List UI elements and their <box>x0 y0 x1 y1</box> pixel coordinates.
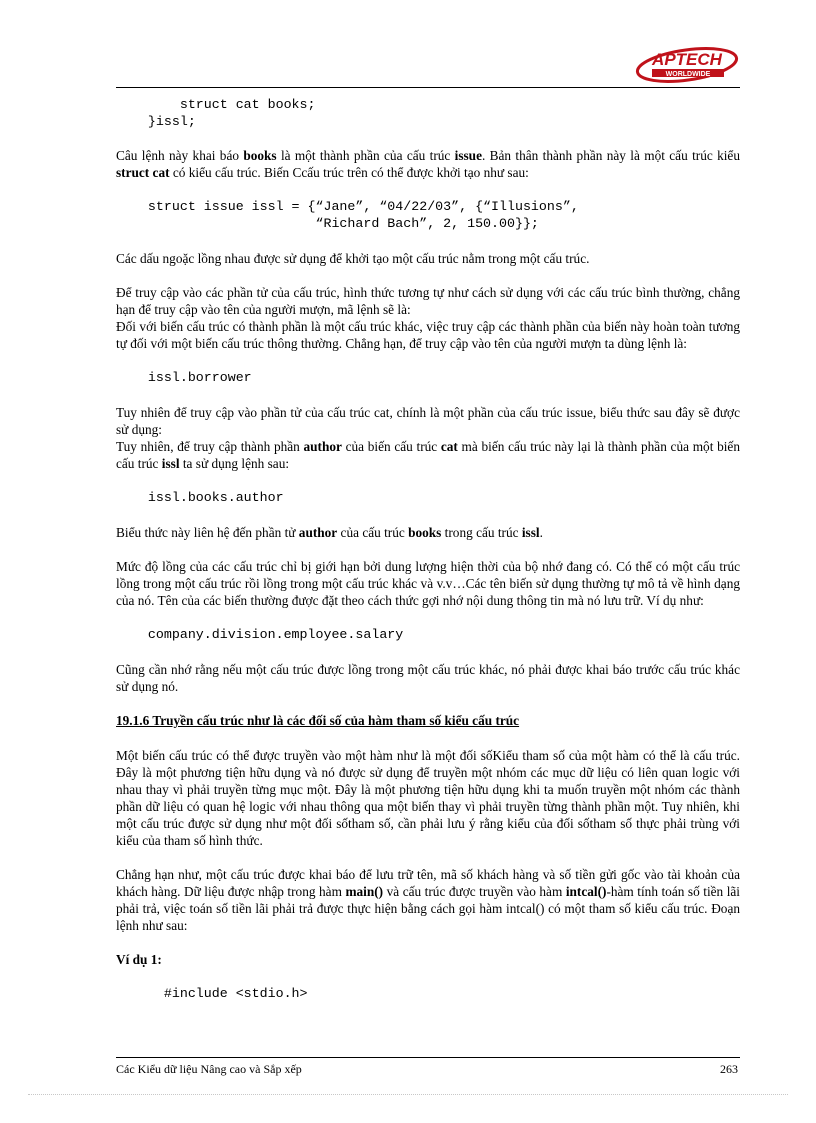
text-run: trong cấu trúc <box>441 525 522 540</box>
code-line: struct issue issl = {“Jane”, “04/22/03”, {“Illusions”, <box>116 199 579 214</box>
text-run: Tuy nhiên, để truy cập thành phần <box>116 439 304 454</box>
page-number: 263 <box>720 1062 738 1076</box>
text-run: Tuy nhiên để truy cập vào phần tử của cấu trúc cat, chính là một phần của cấu trúc issue, biểu thức sau đây sẽ được sử dụng: <box>116 405 740 437</box>
text-run: ta sử dụng lệnh sau: <box>179 456 290 471</box>
text-run: . <box>539 525 543 540</box>
text-run: . Bản thân thành phần này là một cấu trúc kiểu <box>481 148 740 163</box>
text-run: của cấu trúc <box>337 525 409 540</box>
code-block-issl-init <box>116 198 740 232</box>
header-rule <box>116 87 740 88</box>
page-content <box>116 96 740 1002</box>
text-run: là một thành phần của cấu trúc <box>276 148 455 163</box>
logo-text: APTECH <box>652 50 722 69</box>
text-run: Câu lệnh này khai báo <box>116 148 244 163</box>
paragraph-books-declaration <box>116 147 740 181</box>
code-include-stdio: #include <stdio.h> <box>116 986 308 1001</box>
footer-rule <box>116 1057 740 1058</box>
code-issl-books-author: issl.books.author <box>116 490 284 505</box>
text-run: -hàm tính toán số tiền lãi phải trả, việc toán số tiền lãi phải trả được thực hiện bằng cách gọi hàm intcal() có một tham số kiểu cấu trúc. Đoạn lệnh như sau: <box>116 884 740 933</box>
paragraph-declare-before: Cũng cần nhớ rằng nếu một cấu trúc được lồng trong một cấu trúc khác, nó phải được khai báo trước cấu trúc khác sử dụng nó. <box>116 662 740 694</box>
text-run: mà biến cấu trúc này lại là thành phần của một biến cấu trúc <box>116 439 740 471</box>
example-label: Ví dụ 1: <box>116 952 162 967</box>
code-block-struct-end <box>116 96 740 130</box>
bold-term: main() <box>345 884 384 899</box>
text-run: Chẳng hạn như, một cấu trúc được khai báo để lưu trữ tên, mã số khách hàng và số tiền gửi gốc vào tài khoản của khách hàng. Dữ liệu được nhập trong hàm <box>116 867 740 899</box>
code-issl-borrower: issl.borrower <box>116 370 252 385</box>
bold-term: issl <box>521 525 540 540</box>
paragraph-nested-braces: Các dấu ngoặc lồng nhau được sử dụng để khởi tạo một cấu trúc nằm trong một cấu trúc. <box>116 251 590 266</box>
text-run: của biến cấu trúc <box>341 439 441 454</box>
aptech-logo <box>634 46 740 84</box>
bold-term: books <box>408 525 442 540</box>
section-heading: 19.1.6 Truyền cấu trúc như là các đối số của hàm tham số kiểu cấu trúc <box>116 713 520 728</box>
page-bottom-dotted-line <box>28 1094 788 1095</box>
paragraph-access-cat <box>116 404 740 472</box>
code-line: “Richard Bach”, 2, 150.00}}; <box>116 216 539 231</box>
code-company-salary: company.division.employee.salary <box>116 627 404 642</box>
code-line: struct cat books; <box>116 97 316 112</box>
bold-term: issl <box>161 456 180 471</box>
paragraph-expression-refers <box>116 524 740 541</box>
paragraph-nesting-depth: Mức độ lồng của các cấu trúc chỉ bị giới hạn bởi dung lượng hiện thời của bộ nhớ đang có. Có thể có một cấu trúc lồng trong một cấu trúc rồi lồng trong một cấu trúc khác và v.v…Các tên biến sử dụng thường tự mô tả về hình dạng của nó. Tên của các biến thường được đặt theo cách thức gợi nhớ nội dung thông tin mà nó lưu trữ. Ví dụ như: <box>116 559 740 608</box>
bold-term: issue <box>454 148 482 163</box>
paragraph-pass-struct: Một biến cấu trúc có thể được truyền vào một hàm như là một đối sốKiểu tham số của một hàm có thể là cấu trúc. Đây là một phương tiện hữu dụng và nó được sử dụng để truyền một nhóm các mục dữ liệu có liên quan logic với nhau thay vì phải truyền từng mục một. Đây là một phương tiện hữu dụng khi ta muốn truyền một nhóm các thành phần dữ liệu có quan hệ logic với nhau thông qua một biến thay vì phải truyền từng thành phần một. Tuy nhiên, khi một cấu trúc được sử dụng như một đối sốtham số, cần phải lưu ý rằng kiểu của đối sốtham số thực phải trùng với kiểu của tham số hình thức. <box>116 748 740 848</box>
bold-term: books <box>243 148 277 163</box>
text-run: và cấu trúc được truyền vào hàm <box>383 884 566 899</box>
logo-subtext: WORLDWIDE <box>665 71 711 78</box>
bold-term: author <box>298 525 338 540</box>
bold-term: cat <box>440 439 458 454</box>
bold-term: author <box>303 439 342 454</box>
bold-term: intcal() <box>565 884 607 899</box>
text-run: có kiểu cấu trúc. Biến Ccấu trúc trên có thể được khởi tạo như sau: <box>169 165 529 180</box>
paragraph-access-members <box>116 284 740 352</box>
footer-title: Các Kiểu dữ liệu Nâng cao và Sắp xếp <box>116 1062 302 1076</box>
text-run: Đối với biến cấu trúc có thành phần là một cấu trúc khác, việc truy cập các thành phần của biến này hoàn toàn tương tự đối với một biến cấu trúc thông thường. Chẳng hạn, để truy cập vào tên của người mượn ta dùng lệnh là: <box>116 319 740 351</box>
text-run: Biểu thức này liên hệ đến phần tử <box>116 525 299 540</box>
code-line: }issl; <box>116 114 196 129</box>
bold-term: struct cat <box>116 165 170 180</box>
text-run: Để truy cập vào các phần tử của cấu trúc, hình thức tương tự như cách sử dụng với các cấu trúc bình thường, chẳng hạn để truy cập vào tên của người mượn, mã lệnh sẽ là: <box>116 285 740 317</box>
paragraph-intcal-example <box>116 866 740 934</box>
